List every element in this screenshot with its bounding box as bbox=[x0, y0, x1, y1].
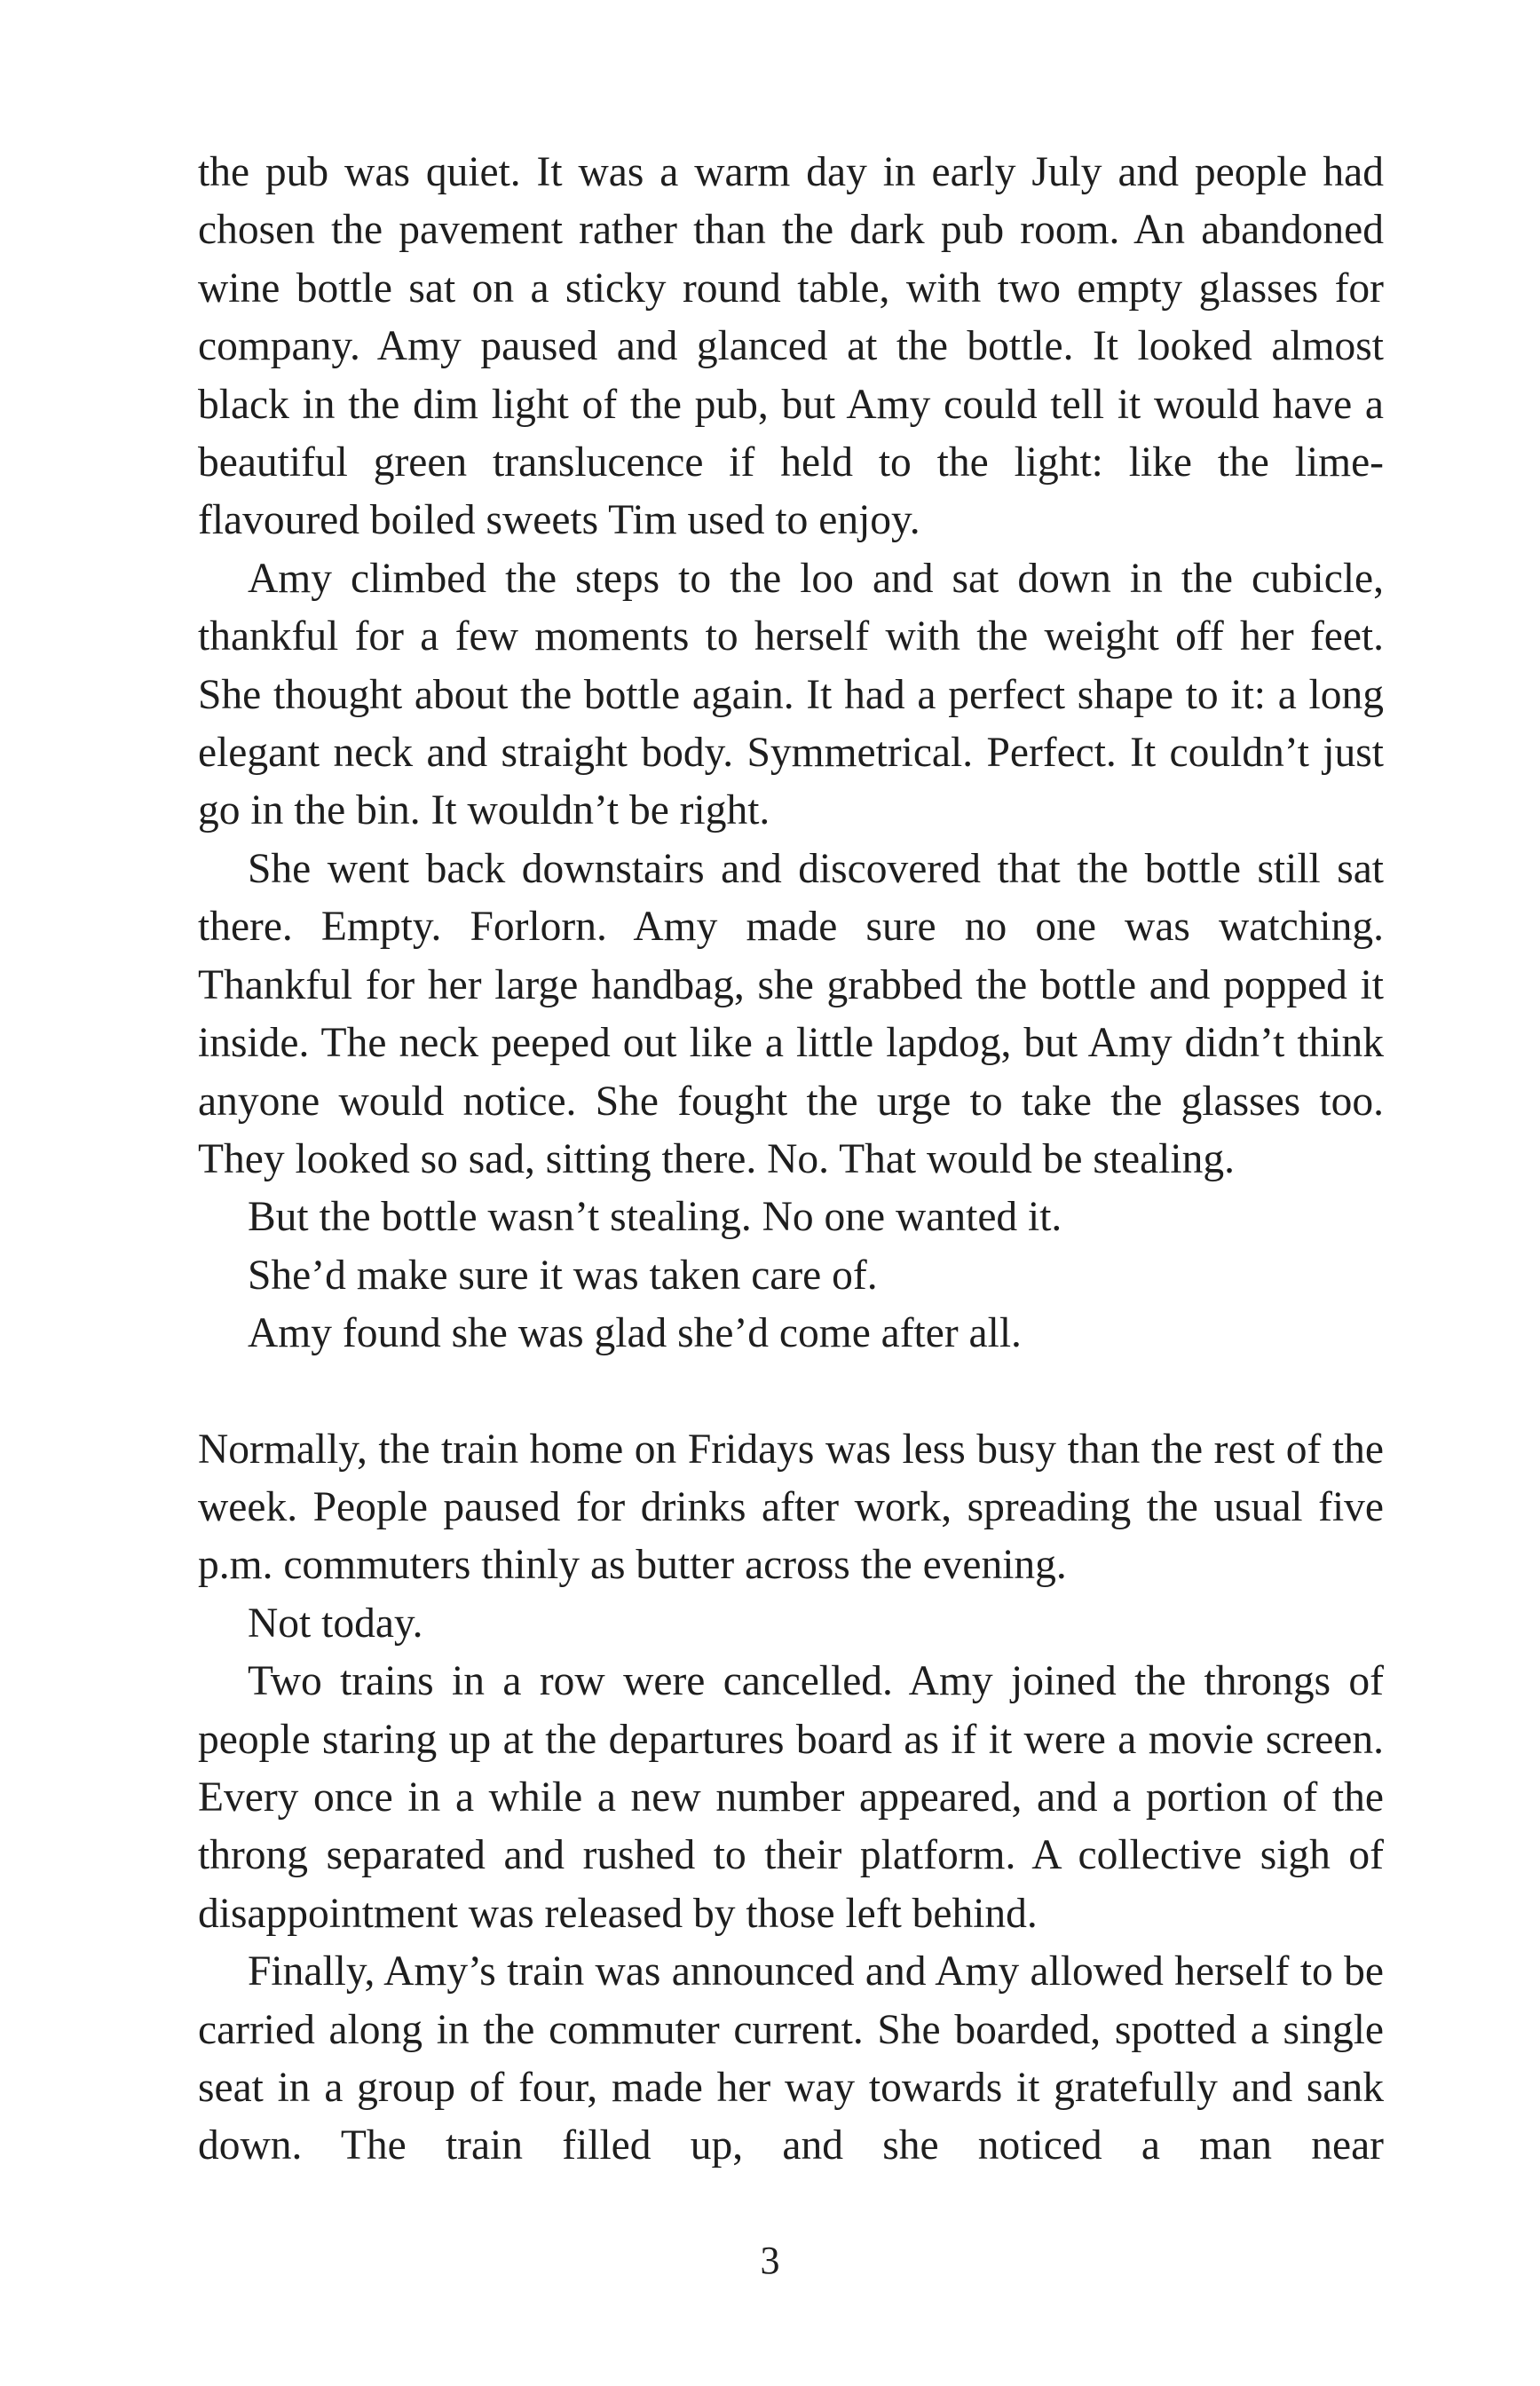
section-break bbox=[198, 1363, 1384, 1421]
paragraph: She’d make sure it was taken care of. bbox=[248, 1252, 878, 1299]
paragraph: She went back downstairs and discovered that the bottle still sat there. Empty. Forlorn. Amy made sure no one was watching. Thankful for her large handbag, she grabbed the bottle and popped it inside. The neck peeped out like a little lapdog, but Amy didn’t think anyone would notice. She fought the urge to take the glasses too. They looked so sad, sitting there. No. That would be stealing. bbox=[198, 845, 1384, 1182]
paragraph: the pub was quiet. It was a warm day in early July and people had chosen the pavement rather than the dark pub room. An abandoned wine bottle sat on a sticky round table, with two empty glasses for company. Amy paused and glanced at the bottle. It looked almost black in the dim light of the pub, but Amy could tell it would have a beautiful green translucence if held to the light: like the lime-flavoured boiled sweets Tim used to enjoy. bbox=[198, 149, 1384, 544]
paragraph: Finally, Amy’s train was announced and Amy allowed herself to be carried along in the commuter current. She boarded, spotted a single seat in a group of four, made her way towards it gratefully and sank down. The train filled up, and she noticed a man near bbox=[198, 1948, 1384, 2169]
paragraph: Not today. bbox=[248, 1600, 423, 1647]
page-text bbox=[198, 144, 1384, 2176]
paragraph: Two trains in a row were cancelled. Amy joined the throngs of people staring up at the departures board as if it were a movie screen. Every once in a while a new number appeared, and a portion of the throng separated and rushed to their platform. A collective sigh of disappointment was released by those left behind. bbox=[198, 1658, 1384, 1937]
page-number: 3 bbox=[760, 2239, 780, 2282]
paragraph: But the bottle wasn’t stealing. No one wanted it. bbox=[248, 1194, 1062, 1241]
paragraph: Normally, the train home on Fridays was less busy than the rest of the week. People paused for drinks after work, spreading the usual five p.m. commuters thinly as butter across the evening. bbox=[198, 1426, 1384, 1589]
paragraph: Amy found she was glad she’d come after all. bbox=[248, 1310, 1022, 1357]
paragraph: Amy climbed the steps to the loo and sat down in the cubicle, thankful for a few moments to herself with the weight off her feet. She thought about the bottle again. It had a perfect shape to it: a long elegant neck and straight body. Symmetrical. Perfect. It couldn’t just go in the bin. It wouldn’t be right. bbox=[198, 555, 1384, 834]
